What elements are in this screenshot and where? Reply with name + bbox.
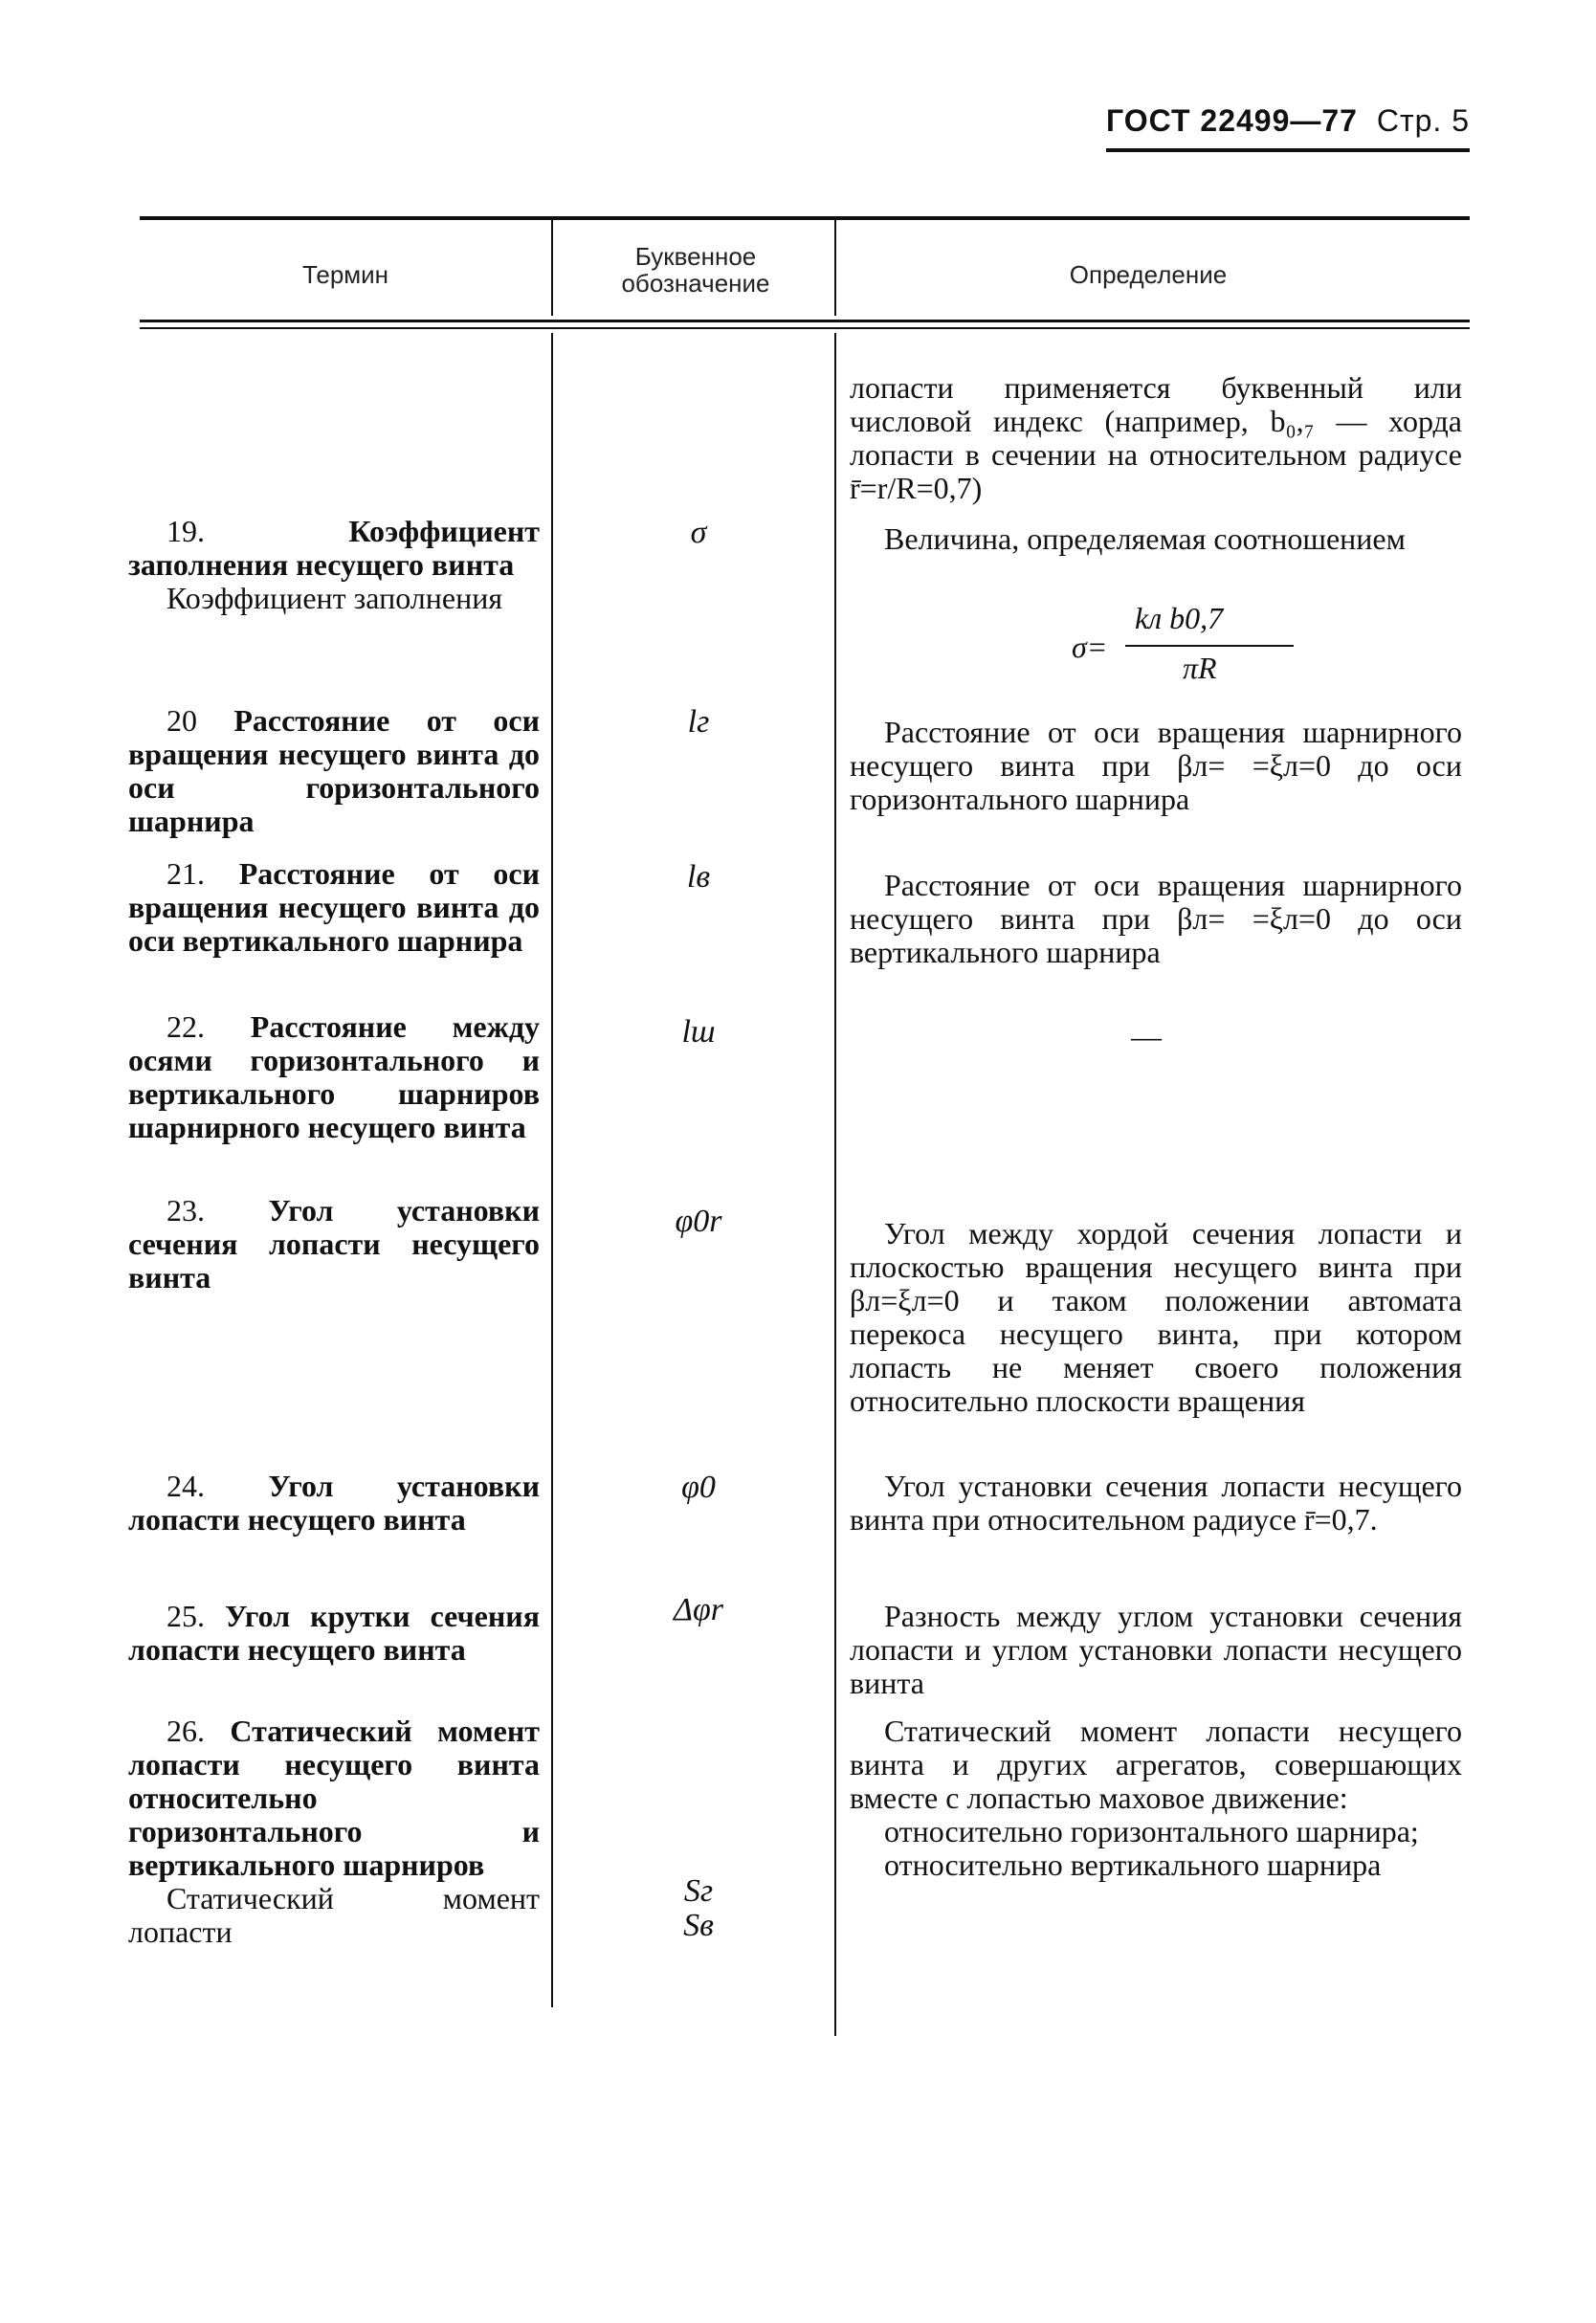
definition-22: — xyxy=(1131,1019,1162,1053)
column-header-term: Термин xyxy=(301,260,389,289)
term-text: Статический момент лопасти несущего винта относительно горизонтального и вертикального шарниров xyxy=(128,1714,541,1882)
definition-24 xyxy=(850,1470,1462,1537)
term-text: Угол установки сечения лопасти несущего винта xyxy=(128,1193,540,1294)
symbol-26-g: Sг xyxy=(683,1873,714,1909)
table-top-rule xyxy=(140,216,1470,220)
definition-21 xyxy=(850,869,1462,969)
term-number: 25. xyxy=(166,1599,205,1633)
definition-text: Статический момент лопасти несущего винта и других агрегатов, совершающих вместе с лопастью маховое движение: xyxy=(850,1714,1462,1815)
term-text: Расстояние между осями горизонтального и вертикального шарниров шарнирного несущего винта xyxy=(128,1009,541,1144)
term-number: 24. xyxy=(166,1469,205,1503)
term-synonym: Коэффициент заполнения xyxy=(166,581,503,615)
formula-fraction-bar xyxy=(1125,645,1294,647)
table-header-rule xyxy=(140,320,1470,322)
term-22 xyxy=(128,1010,540,1144)
definition-20 xyxy=(850,716,1462,816)
definition-25 xyxy=(850,1600,1462,1700)
definition-text: Угол между хордой сечения лопасти и плоскостью вращения несущего винта при βл=ξл=0 и таком положении автомата перекоса несущего винта, при котором лопасть не меняет своего положения относительно плоскости вращения xyxy=(850,1216,1462,1418)
symbol-26-v: Sв xyxy=(683,1908,714,1943)
column-separator-2-header xyxy=(834,220,836,316)
symbol-23: φ0r xyxy=(675,1204,722,1239)
definition-19 xyxy=(850,522,1462,556)
term-text: Расстояние от оси вращения несущего винта до оси горизонтального шарнира xyxy=(128,703,540,838)
definition-continuation: лопасти применяется буквенный или числовой индекс (например, b₀,₇ — хорда лопасти в сечении на относительном радиусе r̄=r/R=0,7) xyxy=(850,370,1462,505)
term-19 xyxy=(128,515,540,615)
symbol-20: lг xyxy=(687,704,710,740)
term-25 xyxy=(128,1600,540,1667)
definition-text: Расстояние от оси вращения шарнирного несущего винта при βл= =ξл=0 до оси горизонтального шарнира xyxy=(850,715,1462,816)
symbol-21: lв xyxy=(686,859,711,895)
column-header-symbol-line1: Буквенное xyxy=(634,242,757,271)
symbol-25: Δφr xyxy=(674,1592,723,1627)
term-26 xyxy=(128,1715,540,1949)
term-text: Угол крутки сечения лопасти несущего винта xyxy=(128,1599,541,1667)
column-header-symbol-line2: обозначение xyxy=(621,269,770,298)
term-text: Угол установки лопасти несущего винта xyxy=(128,1469,540,1537)
term-number: 26. xyxy=(166,1714,205,1748)
page-header xyxy=(1106,103,1470,152)
column-separator-2 xyxy=(834,333,836,2036)
term-21 xyxy=(128,857,540,958)
formula-denominator: πR xyxy=(1183,651,1217,685)
term-number: 23. xyxy=(166,1193,205,1228)
term-text: Коэффициент заполнения несущего винта xyxy=(128,514,540,582)
formula-numerator: kл b0,7 xyxy=(1135,601,1224,635)
symbol-19: σ xyxy=(690,515,707,550)
symbol-22: lш xyxy=(681,1014,716,1050)
definition-text: Расстояние от оси вращения шарнирного несущего винта при βл= =ξл=0 до оси вертикального шарнира xyxy=(850,868,1462,969)
column-separator-1 xyxy=(551,333,553,2007)
term-number: 19. xyxy=(166,514,205,548)
column-separator-1-header xyxy=(551,220,553,316)
standard-number: ГОСТ 22499—77 xyxy=(1106,103,1358,138)
term-23 xyxy=(128,1194,540,1294)
column-header-definition: Определение xyxy=(1069,260,1228,289)
definition-item-b: относительно вертикального шарнира xyxy=(884,1847,1382,1882)
term-number: 21. xyxy=(166,856,205,891)
term-20 xyxy=(128,704,540,838)
definition-item-a: относительно горизонтального шарнира; xyxy=(884,1814,1419,1848)
definition-text: Угол установки сечения лопасти несущего винта при относительном радиусе r̄=0,7. xyxy=(850,1469,1462,1537)
definition-26 xyxy=(850,1715,1462,1882)
column-header-symbol xyxy=(557,243,834,297)
term-text: Расстояние от оси вращения несущего винта до оси вертикального шарнира xyxy=(128,856,541,958)
definition-23 xyxy=(850,1217,1462,1418)
formula-sigma xyxy=(1072,601,1301,687)
definition-text: Разность между углом установки сечения лопасти и углом установки лопасти несущего винта xyxy=(850,1599,1462,1700)
definition-text: Величина, определяемая соотношением xyxy=(884,521,1406,556)
formula-lhs: σ= xyxy=(1072,630,1108,664)
table-header-rule-2 xyxy=(140,327,1470,329)
page-number: Стр. 5 xyxy=(1376,103,1470,138)
term-number: 20 xyxy=(166,703,197,738)
term-synonym: Статический момент лопасти xyxy=(128,1881,540,1949)
symbol-24: φ0 xyxy=(681,1470,716,1505)
term-number: 22. xyxy=(166,1009,205,1044)
term-24 xyxy=(128,1470,540,1537)
